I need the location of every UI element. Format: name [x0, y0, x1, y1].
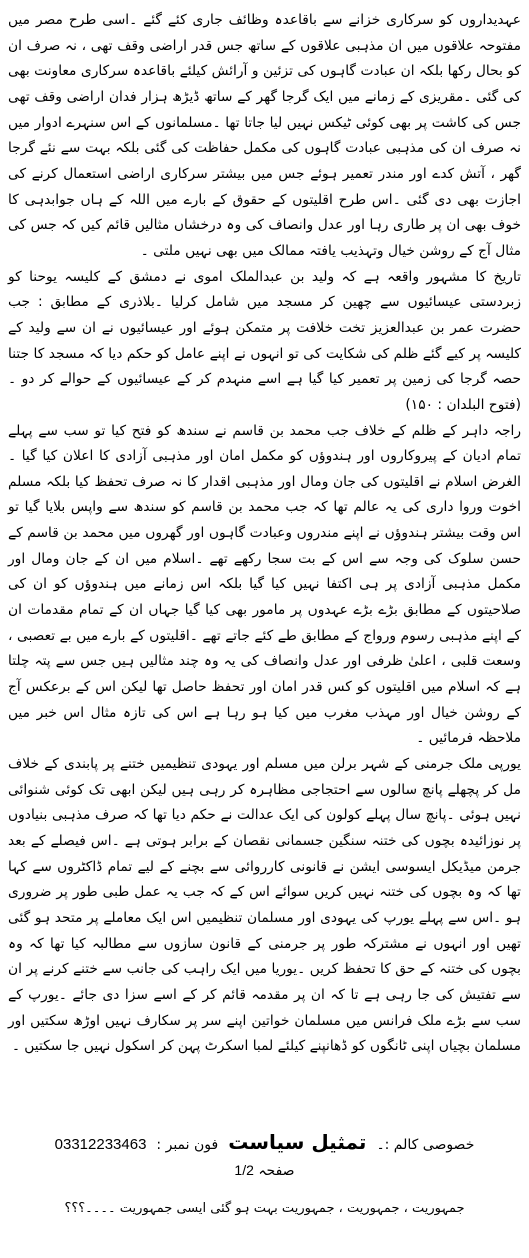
article-paragraph-4: یورپی ملک جرمنی کے شہر برلن میں مسلم اور یہودی تنظیمیں ختنے پر پابندی کے خلاف مل کر پچھلے پانچ سالوں سے احتجاجی مظاہرہ کر رہی ہیں لیکن ابھی تک کوئی شنوائی نہیں ہوئی ۔پانچ سال پہلے کولون کی ایک عدالت نے حکم دیا تھا کہ صرف مذہبی بنیادوں پر نوزائیدہ بچوں کی ختنہ سنگین جسمانی نقصان کے برابر ہوتی ہے ۔اس فیصلے کے بعد جرمن میڈیکل ایسوسی ایشن نے قانونی کارروائی سے بچنے کے لیے تمام ڈاکٹروں سے کہا تھا کہ وہ بچوں کی ختنہ نہیں کریں سوائے اس کے کہ جب یہ عمل طبی طور پر ضروری ہو ۔اس سے پہلے یورپ کی یہودی اور مسلمان تنظیمیں اس ایک معاملے پر متحد ہو گئی تھیں اور انہوں نے مشترکہ طور پر جرمنی کے قانون سازوں سے مطالبہ کیا تھا کہ وہ بچوں کی ختنہ کے حق کا تحفظ کریں ۔یوریا میں ایک راہب کی جانب سے ختنے کرنے پر ان سے تفتیش کی جا رہی ہے تا کہ ان پر مقدمہ قائم کر کے اسے سزا دی جائے ۔یورپ کے سب سے بڑے ملک فرانس میں مسلمان خواتین اپنے سر پر سکارف نہیں اوڑھ سکتیں اور مسلمان بچیاں اپنی ٹانگوں کو ڈھانپنے کیلئے لمبا اسکرٹ پہن کر اسکول نہیں جا سکتیں ۔	[8, 756, 521, 1055]
page-label: صفحہ	[258, 1163, 295, 1179]
column-label: خصوصی کالم :۔	[376, 1137, 475, 1153]
article-footer	[0, 1128, 529, 1222]
article-paragraph-2: تاریخ کا مشہور واقعہ ہے کہ ولید بن عبدالملک اموی نے دمشق کے کلیسہ یوحنا کو زبردستی عیسائیوں سے چھین کر مسجد میں شامل کرلیا ۔بلاذری کے مطابق : جب حضرت عمر بن عبدالعزیز تخت خلافت پر متمکن ہوئے اور عیسائیوں نے ان سے ولید کے کلیسہ پر کیے گئے ظلم کی شکایت کی تو انہوں نے اپنے عامل کو حکم دیا کہ مسجد کا جتنا حصہ گرجا کی زمین پر تعمیر کیا گیا ہے اسے منہدم کر کے عیسائیوں کے حوالے کر دو ۔(فتوح البلدان : ۱۵۰)	[8, 268, 521, 413]
author-name: تمثیل سیاست	[228, 1130, 367, 1154]
page-indicator	[0, 1159, 529, 1182]
phone-number: 03312233463	[54, 1136, 147, 1153]
article-paragraph-3: راجہ داہر کے ظلم کے خلاف جب محمد بن قاسم نے سندھ کو فتح کیا تو سب سے پہلے تمام ادیان کے پیروکاروں اور ہندوؤں کو مکمل امان اور مذہبی آزادی کا اعلان کیا گیا ۔الغرض اسلام نے اقلیتوں کی جان ومال اور مذہبی اقدار کا نہ صرف تحفظ کیا بلکہ مسلم اخوت وروا داری کی یہ عالم تھا کہ جب محمد بن قاسم کو سندھ سے واپس بلایا گیا تو اس وقت بیشتر ہندوؤں نے اپنے مندروں وعبادت گاہوں اور گھروں میں محمد بن قاسم کے حسن سلوک کی وجہ سے اس کے بت سجا رکھے تھے ۔اسلام میں ان کے جان ومال اور مکمل مذہبی آزادی پر ہی اکتفا نہیں کیا گیا بلکہ اس زمانے میں ہندوؤں کو ان کی صلاحیتوں کے مطابق بڑے بڑے عہدوں پر مامور بھی کیا گیا جہاں ان کے تمام مقدمات ان کے اپنے مذہبی رسوم ورواج کے مطابق طے کئے جاتے تھے ۔اقلیتوں کے بارے میں بے تعصبی ، وسعت قلبی ، اعلیٰ ظرفی اور عدل وانصاف کی یہ وہ چند مثالیں ہیں جس سے پتہ چلتا ہے کہ اسلام میں اقلیتوں کو کس قدر امان اور تحفظ حاصل تھا لیکن اس کے برعکس آج کے روشن خیال اور مہذب مغرب میں کیا ہو رہا ہے اس کی تازہ مثال اس خبر میں ملاحظہ فرمائیں ۔	[8, 422, 521, 747]
byline	[0, 1128, 529, 1159]
article-body	[8, 8, 521, 1060]
page-number: 1/2	[234, 1162, 254, 1178]
phone-label: فون نمبر :	[156, 1137, 219, 1153]
next-article-title: جمہوریت ، جمہوریت ، جمہوریت بہت ہو گئی ایسی جمہوریت ۔۔۔۔؟؟؟	[64, 1201, 465, 1216]
article-paragraph-1: عہدیداروں کو سرکاری خزانے سے باقاعدہ وظائف جاری کئے گئے ۔اسی طرح مصر میں مفتوحہ علاقوں میں ان مذہبی علاقوں کے ساتھ جس قدر اراضی وقف تھی ، نہ صرف ان کو بحال رکھا بلکہ ان عبادت گاہوں کی تزئین و آرائش کیلئے باقاعدہ سرکاری معاونت بھی کی گئی ۔مقریزی کے زمانے میں ایک گرجا گھر کے ساتھ ڈیڑھ ہزار فدان اراضی وقف تھی جس کی کاشت پر بھی کوئی ٹیکس نہیں لیا جاتا تھا ۔مسلمانوں کے اس سنہرے ادوار میں نہ صرف ان کی مذہبی عبادت گاہوں کی مکمل حفاظت کی گئی بلکہ بہت سے نئے گرجا گھر ، آتش کدے اور مندر تعمیر ہوئے جس میں بیشتر سرکاری اراضی استعمال کرنے کی اجازت بھی دی گئی ۔اس طرح اقلیتوں کے حقوق کے بارے میں اللہ کے ہاں جوابدہی کا خوف بھی ان پر طاری رہا اور عدل وانصاف کی وہ درخشاں مثالیں قائم کیں کہ جس کی مثال آج کے روشن خیال وتہذیب یافتہ ممالک میں بھی نہیں ملتی ۔	[8, 12, 521, 259]
